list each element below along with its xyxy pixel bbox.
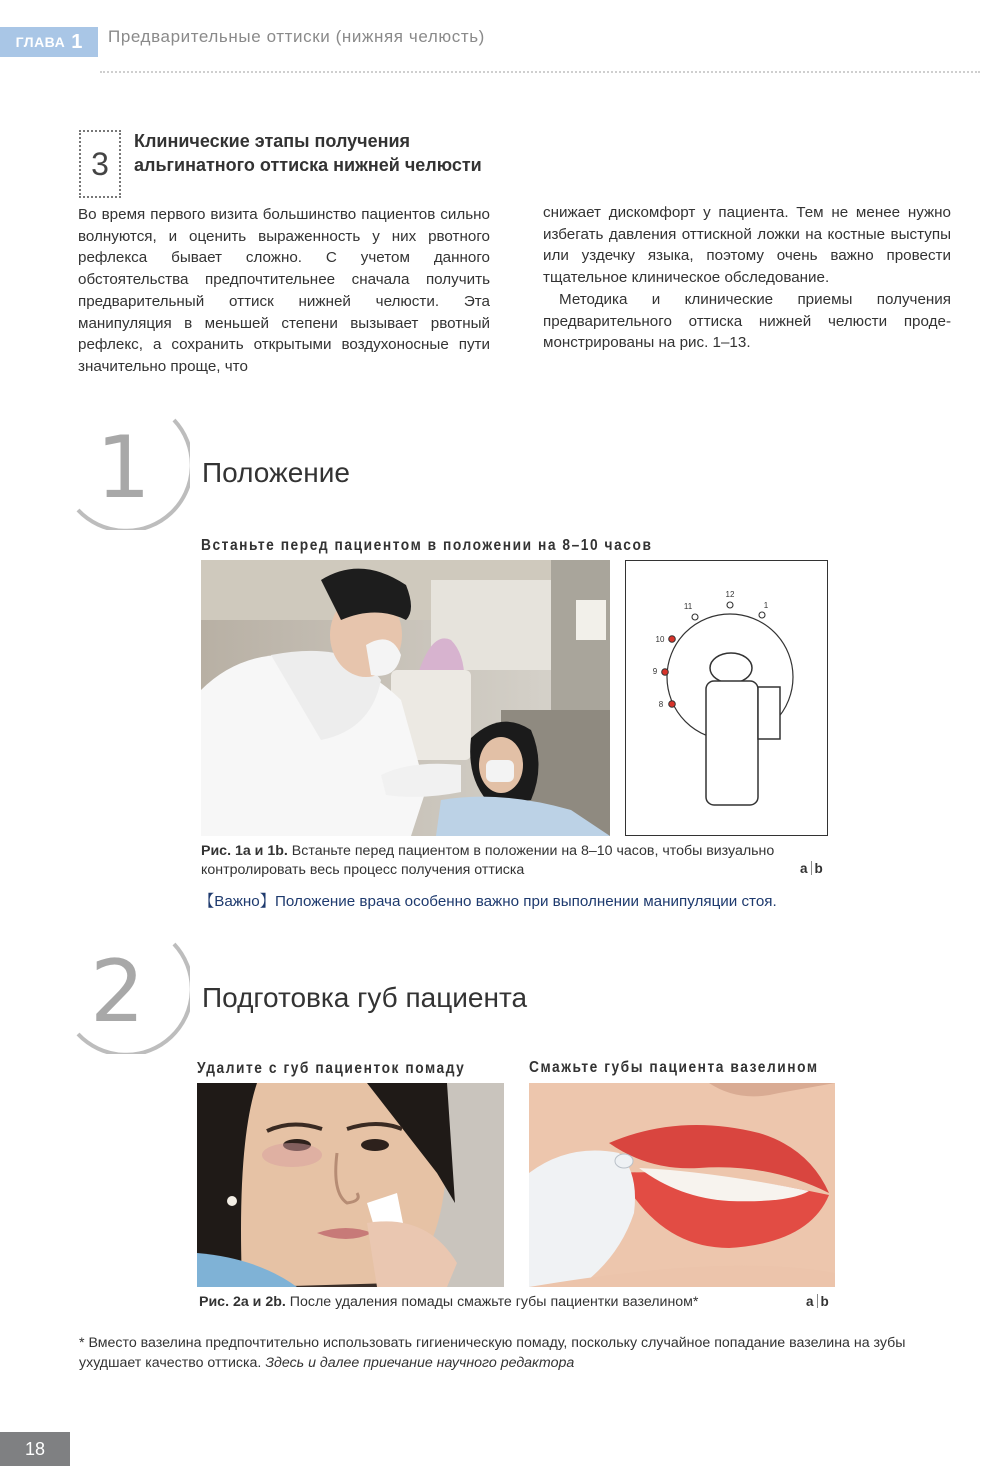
ab-a: a [800,861,808,876]
clock-label: 12 [725,590,735,599]
caption-label: Рис. 1а и 1b. [201,843,288,859]
clock-label: 1 [763,601,769,610]
step-number-1: 1 [96,418,151,518]
patient-body [706,681,758,805]
patient-head [710,653,752,683]
footnote [79,1333,959,1373]
caption-text: После удаления помады смажьте губы пациентки вазелином* [289,1294,699,1310]
important-label: 【Важно】 [199,893,275,910]
ab-a: a [806,1294,814,1309]
step-title-1: Положение [202,457,350,488]
chair-arm [758,687,780,739]
important-note [199,890,777,911]
text-column-left [78,204,490,378]
clock-mark-highlighted [662,669,669,676]
step-subtitle-2a: Удалите с губ пациенток помаду [197,1060,466,1077]
chapter-tab [0,27,98,57]
clock-mark-highlighted [669,701,676,708]
clock-label: 11 [683,602,693,611]
clock-label: 9 [652,667,658,676]
clock-mark [692,614,698,620]
header-divider [100,71,980,73]
step-subtitle-2b: Смажьте губы пациента вазелином [529,1059,819,1076]
clock-mark [727,602,733,608]
step-number-2: 2 [90,942,145,1042]
chapter-number: 1 [71,30,83,53]
section-title: Клинические этапы получения альгинатного оттиска нижней челюсти [134,131,482,175]
caption-label: Рис. 2а и 2b. [199,1294,286,1310]
footnote-text: * Вместо вазелина предпочтительно использовать гигиеническую помаду, поскольку случайное попадание вазелина на зубы ухудшает качество оттиска. [79,1335,906,1371]
footnote-editor-note: Здесь и далее приечание научного редактора [265,1355,575,1371]
page-number: 18 [0,1432,70,1466]
paragraph: снижает дискомфорт у пациента. Тем не менее нужно избегать давления оттискной ложки на костные выступы или уздечку языка, поэтому очень важно провести тщательное клиническое обследование. [543,204,951,287]
text-column-right [543,202,951,354]
clock-position-diagram [625,560,828,836]
step-title-2: Подготовка губ пациента [202,982,528,1013]
figure-ab-marker-2 [806,1294,829,1309]
chapter-title: Предварительные оттиски (нижняя челюсть) [108,27,485,46]
important-text: Положение врача особенно важно при выполнении манипуляции стоя. [274,893,777,910]
figure-ab-marker-1 [800,861,823,876]
figure-caption-2 [199,1293,799,1312]
clock-mark-highlighted [669,636,676,643]
paragraph: Во время первого визита большинство пациентов сильно волнуются, и оценить выраженность у них рвотного рефлекса бывает сложно. С учетом данного обстоятельства предпочтительнее сначала получить предварительный оттиск нижней челюсти. Эта манипуляция в меньшей степени вызывает рвотный рефлекс, а сохранить открытыми воздухоносные пути значительно проще, что [78,206,490,375]
figure-caption-1 [201,842,831,880]
clock-mark [759,612,765,618]
photo-apply-vaseline [529,1083,835,1287]
chapter-word: ГЛАВА [15,34,66,50]
section-number-box [79,130,121,198]
clock-label: 10 [655,635,665,644]
section-number: 3 [91,145,109,182]
photo-remove-lipstick [197,1083,504,1287]
clock-label: 8 [658,700,664,709]
paragraph: Методика и клинические приемы получения предварительного оттиска нижней челюсти продемонстрированы на рис. 1–13. [543,290,951,352]
step-subtitle-1: Встаньте перед пациентом в положении на 8–10 часов [201,537,653,554]
caption-text: Встаньте перед пациентом в положении на 8–10 часов, чтобы визуально контролировать весь процесс получения оттиска [201,843,775,878]
ab-b: b [814,861,823,876]
ab-b: b [820,1294,829,1309]
photo-dentist-position [201,560,610,836]
